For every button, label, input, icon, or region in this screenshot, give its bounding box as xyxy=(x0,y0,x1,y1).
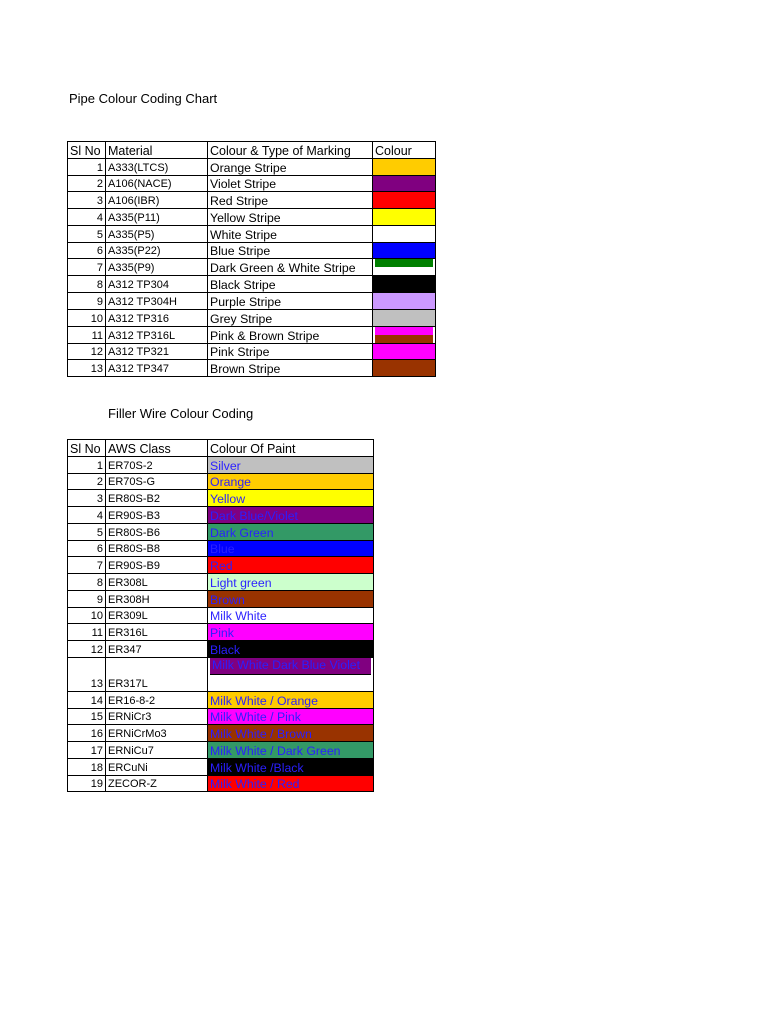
aws-class-cell: ERNiCrMo3 xyxy=(106,725,208,742)
sl-no-cell: 11 xyxy=(68,624,106,641)
table-row xyxy=(68,225,436,242)
aws-class-cell: ER80S-B2 xyxy=(106,490,208,507)
table-row xyxy=(68,209,436,226)
sl-no-cell: 19 xyxy=(68,775,106,792)
sl-no-cell: 9 xyxy=(68,293,106,310)
table-row xyxy=(68,775,374,792)
header-aws-class: AWS Class xyxy=(106,440,208,457)
paint-lower xyxy=(210,674,371,691)
paint-cell: Yellow xyxy=(208,490,374,507)
aws-class-cell: ERNiCu7 xyxy=(106,742,208,759)
filler-chart-title: Filler Wire Colour Coding xyxy=(108,406,254,421)
colour-swatch xyxy=(373,276,436,293)
colour-swatch xyxy=(373,360,436,377)
table-row xyxy=(68,742,374,759)
table-row xyxy=(68,309,436,326)
material-cell: A335(P5) xyxy=(106,225,208,242)
aws-class-cell: ERNiCr3 xyxy=(106,708,208,725)
table-row xyxy=(68,192,436,209)
marking-cell: Black Stripe xyxy=(208,276,373,293)
aws-class-cell: ER90S-B3 xyxy=(106,507,208,524)
table-row xyxy=(68,590,374,607)
header-sl-no: Sl No xyxy=(68,440,106,457)
marking-cell: Orange Stripe xyxy=(208,158,373,175)
colour-swatch xyxy=(373,293,436,310)
header-material: Material xyxy=(106,142,208,159)
sl-no-cell: 8 xyxy=(68,276,106,293)
colour-swatch xyxy=(373,326,436,343)
table-row xyxy=(68,343,436,360)
sl-no-cell: 13 xyxy=(68,657,106,691)
table-row xyxy=(68,624,374,641)
sl-no-cell: 1 xyxy=(68,456,106,473)
table-row xyxy=(68,507,374,524)
material-cell: A106(IBR) xyxy=(106,192,208,209)
sl-no-cell: 1 xyxy=(68,158,106,175)
sl-no-cell: 6 xyxy=(68,540,106,557)
colour-swatch xyxy=(373,309,436,326)
table-row xyxy=(68,473,374,490)
aws-class-cell: ZECOR-Z xyxy=(106,775,208,792)
aws-class-cell: ER16-8-2 xyxy=(106,691,208,708)
sl-no-cell: 2 xyxy=(68,473,106,490)
paint-cell: Milk White xyxy=(208,607,374,624)
marking-cell: Pink & Brown Stripe xyxy=(208,326,373,343)
sl-no-cell: 5 xyxy=(68,225,106,242)
colour-swatch xyxy=(373,259,436,276)
sl-no-cell: 16 xyxy=(68,725,106,742)
paint-cell: Blue xyxy=(208,540,374,557)
paint-label: Milk White Dark Blue Violet xyxy=(210,658,371,674)
marking-cell: Dark Green & White Stripe xyxy=(208,259,373,276)
header-colour-of-paint: Colour Of Paint xyxy=(208,440,374,457)
sl-no-cell: 10 xyxy=(68,607,106,624)
table-row xyxy=(68,276,436,293)
material-cell: A106(NACE) xyxy=(106,175,208,192)
paint-cell: Black xyxy=(208,641,374,658)
paint-cell: Silver xyxy=(208,456,374,473)
stripe-band xyxy=(375,335,433,343)
pipe-header-row xyxy=(68,142,436,159)
header-colour: Colour xyxy=(373,142,436,159)
paint-cell: Light green xyxy=(208,574,374,591)
marking-cell: Yellow Stripe xyxy=(208,209,373,226)
table-row xyxy=(68,158,436,175)
material-cell: A312 TP304H xyxy=(106,293,208,310)
sl-no-cell: 17 xyxy=(68,742,106,759)
pipe-colour-table xyxy=(67,141,436,377)
stripe-band xyxy=(375,259,433,267)
sl-no-cell: 9 xyxy=(68,590,106,607)
sl-no-cell: 3 xyxy=(68,490,106,507)
colour-swatch xyxy=(373,175,436,192)
aws-class-cell: ER70S-2 xyxy=(106,456,208,473)
colour-swatch xyxy=(373,192,436,209)
paint-cell xyxy=(208,657,374,691)
aws-class-cell: ER90S-B9 xyxy=(106,557,208,574)
header-sl-no: Sl No xyxy=(68,142,106,159)
sl-no-cell: 7 xyxy=(68,259,106,276)
marking-cell: Pink Stripe xyxy=(208,343,373,360)
table-row xyxy=(68,607,374,624)
paint-cell: Milk White / Pink xyxy=(208,708,374,725)
table-row xyxy=(68,691,374,708)
pipe-chart-title: Pipe Colour Coding Chart xyxy=(69,91,218,106)
material-cell: A312 TP304 xyxy=(106,276,208,293)
sl-no-cell: 4 xyxy=(68,507,106,524)
material-cell: A312 TP316L xyxy=(106,326,208,343)
sl-no-cell: 12 xyxy=(68,343,106,360)
sl-no-cell: 11 xyxy=(68,326,106,343)
material-cell: A333(LTCS) xyxy=(106,158,208,175)
table-row xyxy=(68,657,374,691)
table-row xyxy=(68,540,374,557)
material-cell: A312 TP316 xyxy=(106,309,208,326)
filler-header-row xyxy=(68,440,374,457)
aws-class-cell: ER70S-G xyxy=(106,473,208,490)
sl-no-cell: 10 xyxy=(68,309,106,326)
material-cell: A312 TP321 xyxy=(106,343,208,360)
table-row xyxy=(68,175,436,192)
marking-cell: Grey Stripe xyxy=(208,309,373,326)
paint-cell: Orange xyxy=(208,473,374,490)
aws-class-cell: ER80S-B8 xyxy=(106,540,208,557)
sl-no-cell: 14 xyxy=(68,691,106,708)
filler-wire-table xyxy=(67,439,374,792)
paint-cell: Dark Green xyxy=(208,523,374,540)
colour-swatch xyxy=(373,209,436,226)
table-row xyxy=(68,490,374,507)
colour-swatch xyxy=(373,242,436,259)
table-row xyxy=(68,259,436,276)
sl-no-cell: 6 xyxy=(68,242,106,259)
table-row xyxy=(68,758,374,775)
paint-cell: Dark Blue/Violet xyxy=(208,507,374,524)
marking-cell: Red Stripe xyxy=(208,192,373,209)
marking-cell: Violet Stripe xyxy=(208,175,373,192)
marking-cell: Brown Stripe xyxy=(208,360,373,377)
material-cell: A335(P11) xyxy=(106,209,208,226)
table-row xyxy=(68,242,436,259)
sl-no-cell: 18 xyxy=(68,758,106,775)
stripe-band xyxy=(375,267,433,275)
aws-class-cell: ER308L xyxy=(106,574,208,591)
marking-cell: White Stripe xyxy=(208,225,373,242)
material-cell: A335(P22) xyxy=(106,242,208,259)
paint-cell: Brown xyxy=(208,590,374,607)
paint-cell: Milk White / Brown xyxy=(208,725,374,742)
paint-cell: Red xyxy=(208,557,374,574)
aws-class-cell: ER316L xyxy=(106,624,208,641)
sl-no-cell: 7 xyxy=(68,557,106,574)
material-cell: A335(P9) xyxy=(106,259,208,276)
sl-no-cell: 2 xyxy=(68,175,106,192)
paint-cell: Pink xyxy=(208,624,374,641)
table-row xyxy=(68,293,436,310)
aws-class-cell: ER347 xyxy=(106,641,208,658)
colour-swatch xyxy=(373,225,436,242)
sl-no-cell: 13 xyxy=(68,360,106,377)
table-row xyxy=(68,326,436,343)
material-cell: A312 TP347 xyxy=(106,360,208,377)
table-row xyxy=(68,725,374,742)
marking-cell: Purple Stripe xyxy=(208,293,373,310)
colour-swatch xyxy=(373,158,436,175)
aws-class-cell: ER80S-B6 xyxy=(106,523,208,540)
sl-no-cell: 8 xyxy=(68,574,106,591)
sl-no-cell: 12 xyxy=(68,641,106,658)
colour-swatch xyxy=(373,343,436,360)
table-row xyxy=(68,456,374,473)
table-row xyxy=(68,523,374,540)
table-row xyxy=(68,360,436,377)
sl-no-cell: 4 xyxy=(68,209,106,226)
header-marking: Colour & Type of Marking xyxy=(208,142,373,159)
aws-class-cell: ER309L xyxy=(106,607,208,624)
aws-class-cell: ER317L xyxy=(106,657,208,691)
table-row xyxy=(68,708,374,725)
aws-class-cell: ER308H xyxy=(106,590,208,607)
sl-no-cell: 5 xyxy=(68,523,106,540)
paint-cell: Milk White /Black xyxy=(208,758,374,775)
sl-no-cell: 3 xyxy=(68,192,106,209)
table-row xyxy=(68,641,374,658)
aws-class-cell: ERCuNi xyxy=(106,758,208,775)
table-row xyxy=(68,557,374,574)
sl-no-cell: 15 xyxy=(68,708,106,725)
paint-cell: Milk White / Dark Green xyxy=(208,742,374,759)
paint-cell: Milk White / Orange xyxy=(208,691,374,708)
table-row xyxy=(68,574,374,591)
marking-cell: Blue Stripe xyxy=(208,242,373,259)
stripe-band xyxy=(375,327,433,335)
paint-cell: Milk White / Red xyxy=(208,775,374,792)
